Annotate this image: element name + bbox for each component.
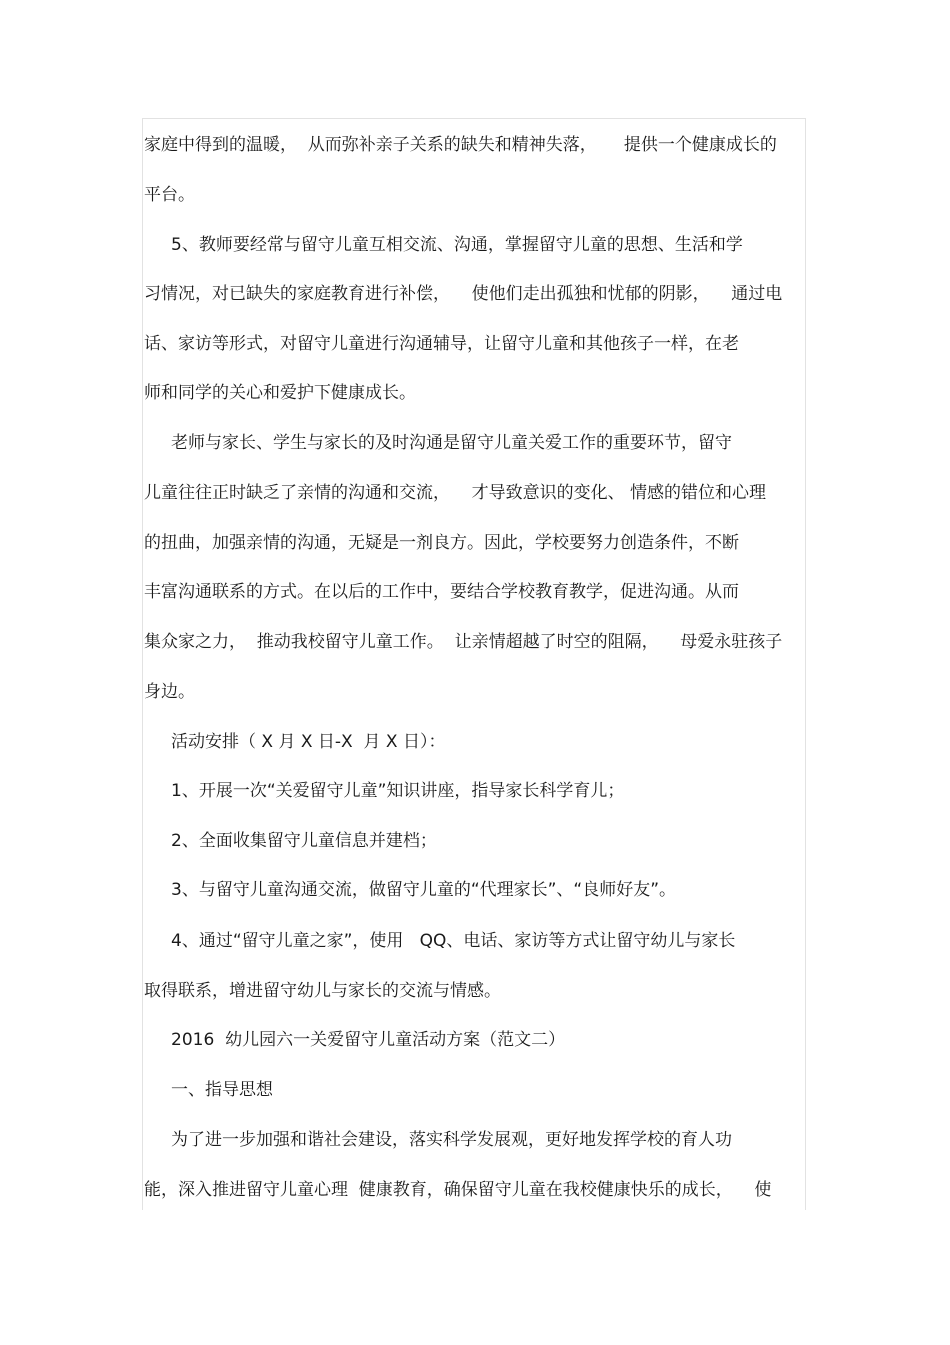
text-line: 平台。	[144, 185, 195, 205]
text-line: 活动安排（ X 月 X 日-X 月 X 日）：	[171, 732, 446, 752]
text-line: 丰富沟通联系的方式。在以后的工作中，要结合学校教育教学，促进沟通。从而	[144, 582, 739, 602]
text-line: 儿童往往正时缺乏了亲情的沟通和交流， 才导致意识的变化、 情感的错位和心理	[144, 483, 767, 503]
text-line: 2、全面收集留守儿童信息并建档；	[171, 831, 437, 851]
text-line: 能，深入推进留守儿童心理 健康教育，确保留守儿童在我校健康快乐的成长， 使	[144, 1180, 772, 1200]
text-line: 身边。	[144, 682, 195, 702]
text-line: 话、家访等形式，对留守儿童进行沟通辅导，让留守儿童和其他孩子一样，在老	[144, 334, 739, 354]
text-line: 集众家之力， 推动我校留守儿童工作。 让亲情超越了时空的阻隔， 母爱永驻孩子	[144, 632, 783, 652]
text-line: 老师与家长、学生与家长的及时沟通是留守儿童关爱工作的重要环节，留守	[171, 433, 732, 453]
section-title: 2016 幼儿园六一关爱留守儿童活动方案（范文二）	[171, 1030, 566, 1050]
text-line: 习情况，对已缺失的家庭教育进行补偿， 使他们走出孤独和忧郁的阴影， 通过电	[144, 284, 783, 304]
text-line: 的扭曲，加强亲情的沟通，无疑是一剂良方。因此，学校要努力创造条件，不断	[144, 533, 739, 553]
text-line: 5、教师要经常与留守儿童互相交流、沟通，掌握留守儿童的思想、生活和学	[171, 235, 743, 255]
text-line: 取得联系，增进留守幼儿与家长的交流与情感。	[144, 981, 501, 1001]
text-line: 4、通过“留守儿童之家”，使用 QQ、电话、家访等方式让留守幼儿与家长	[171, 931, 736, 951]
text-line: 1、开展一次“关爱留守儿童”知识讲座，指导家长科学育儿；	[171, 781, 625, 801]
text-line: 家庭中得到的温暖， 从而弥补亲子关系的缺失和精神失落， 提供一个健康成长的	[144, 135, 777, 155]
text-line: 师和同学的关心和爱护下健康成长。	[144, 383, 416, 403]
text-line: 3、与留守儿童沟通交流，做留守儿童的“代理家长”、“良师好友”。	[171, 880, 677, 900]
section-heading: 一、指导思想	[171, 1080, 273, 1100]
text-line: 为了进一步加强和谐社会建设，落实科学发展观，更好地发挥学校的育人功	[171, 1130, 732, 1150]
